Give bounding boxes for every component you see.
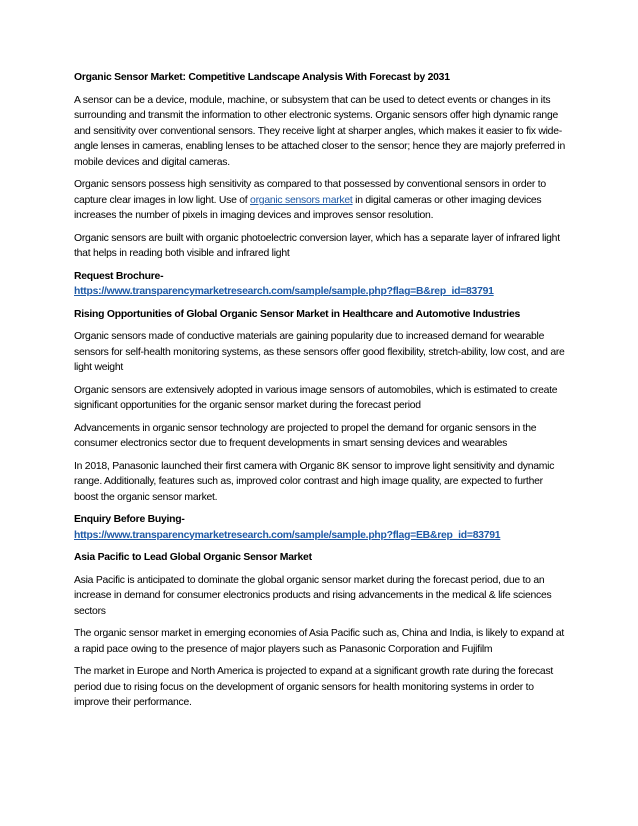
enquiry-block [74,512,566,543]
panasonic-paragraph: In 2018, Panasonic launched their first camera with Organic 8K sensor to improve light sensitivity and dynamic range. Additionally, features such as, improved color contrast and high image quality, are expected to further boost the organic sensor market. [74,460,555,503]
asia-pacific-heading: Asia Pacific to Lead Global Organic Sensor Market [74,552,312,563]
brochure-label: Request Brochure- [74,270,164,282]
enquiry-link[interactable]: https://www.transparencymarketresearch.com/sample/sample.php?flag=EB&rep_id=83791 [74,529,501,541]
healthcare-automotive-heading: Rising Opportunities of Global Organic Sensor Market in Healthcare and Automotive Industries [74,308,520,320]
brochure-block [74,269,566,300]
wearable-paragraph: Organic sensors made of conductive materials are gaining popularity due to increased demand for wearable sensors for self-health monitoring systems, as these sensors offer good flexibility, stretch-ability, low cost, and are light weight [74,331,565,373]
document-title: Organic Sensor Market: Competitive Landscape Analysis With Forecast by 2031 [74,72,450,83]
sensitivity-text-before: Organic sensors possess high sensitivity as compared to that possessed by conventional sensors in order to capture clear images in low light. Use of [74,179,546,206]
enquiry-label: Enquiry Before Buying- [74,514,185,525]
intro-paragraph: A sensor can be a device, module, machine, or subsystem that can be used to detect events or changes in its surrounding and transmit the information to other electronic systems. Organic sensors offer high dynamic range and sensitivity over conventional sensors. They receive light at sharper angles, which makes it easier to fix wide-angle lenses in cameras, enabling lenses to be attached closer to the sensor; hence they are majorly preferred in mobile devices and digital cameras. [74,94,566,168]
sensitivity-text-after: in digital cameras or other imaging devices increases the number of pixels in imaging devices and improves sensor resolution. [74,194,542,221]
consumer-electronics-paragraph: Advancements in organic sensor technology are projected to propel the demand for organic sensors in the consumer electronics sector due to frequent developments in smart sensing devices and wearables [74,422,537,449]
emerging-economies-paragraph: The organic sensor market in emerging economies of Asia Pacific such as, China and India, is likely to expand at a rapid pace owing to the presence of major players such as Panasonic Corporation and Fujifilm [74,628,565,655]
sensitivity-paragraph [74,177,566,224]
asia-pacific-paragraph: Asia Pacific is anticipated to dominate the global organic sensor market during the forecast period, due to an increase in demand for consumer electronics products and rising advancements in the medical & life sciences sectors [74,574,552,617]
automobile-paragraph: Organic sensors are extensively adopted in various image sensors of automobiles, which is estimated to create significant opportunities for the organic sensor market during the forecast period [74,384,558,411]
brochure-link[interactable]: https://www.transparencymarketresearch.com/sample/sample.php?flag=B&rep_id=83791 [74,286,494,297]
europe-north-america-paragraph: The market in Europe and North America is projected to expand at a significant growth rate during the forecast period due to rising focus on the development of organic sensors for health monitoring systems in order to improve their performance. [74,666,554,708]
document-page [74,70,566,718]
organic-sensors-market-link[interactable]: organic sensors market [250,194,353,206]
photoelectric-paragraph: Organic sensors are built with organic photoelectric conversion layer, which has a separate layer of infrared light that helps in reading both visible and infrared light [74,232,560,259]
